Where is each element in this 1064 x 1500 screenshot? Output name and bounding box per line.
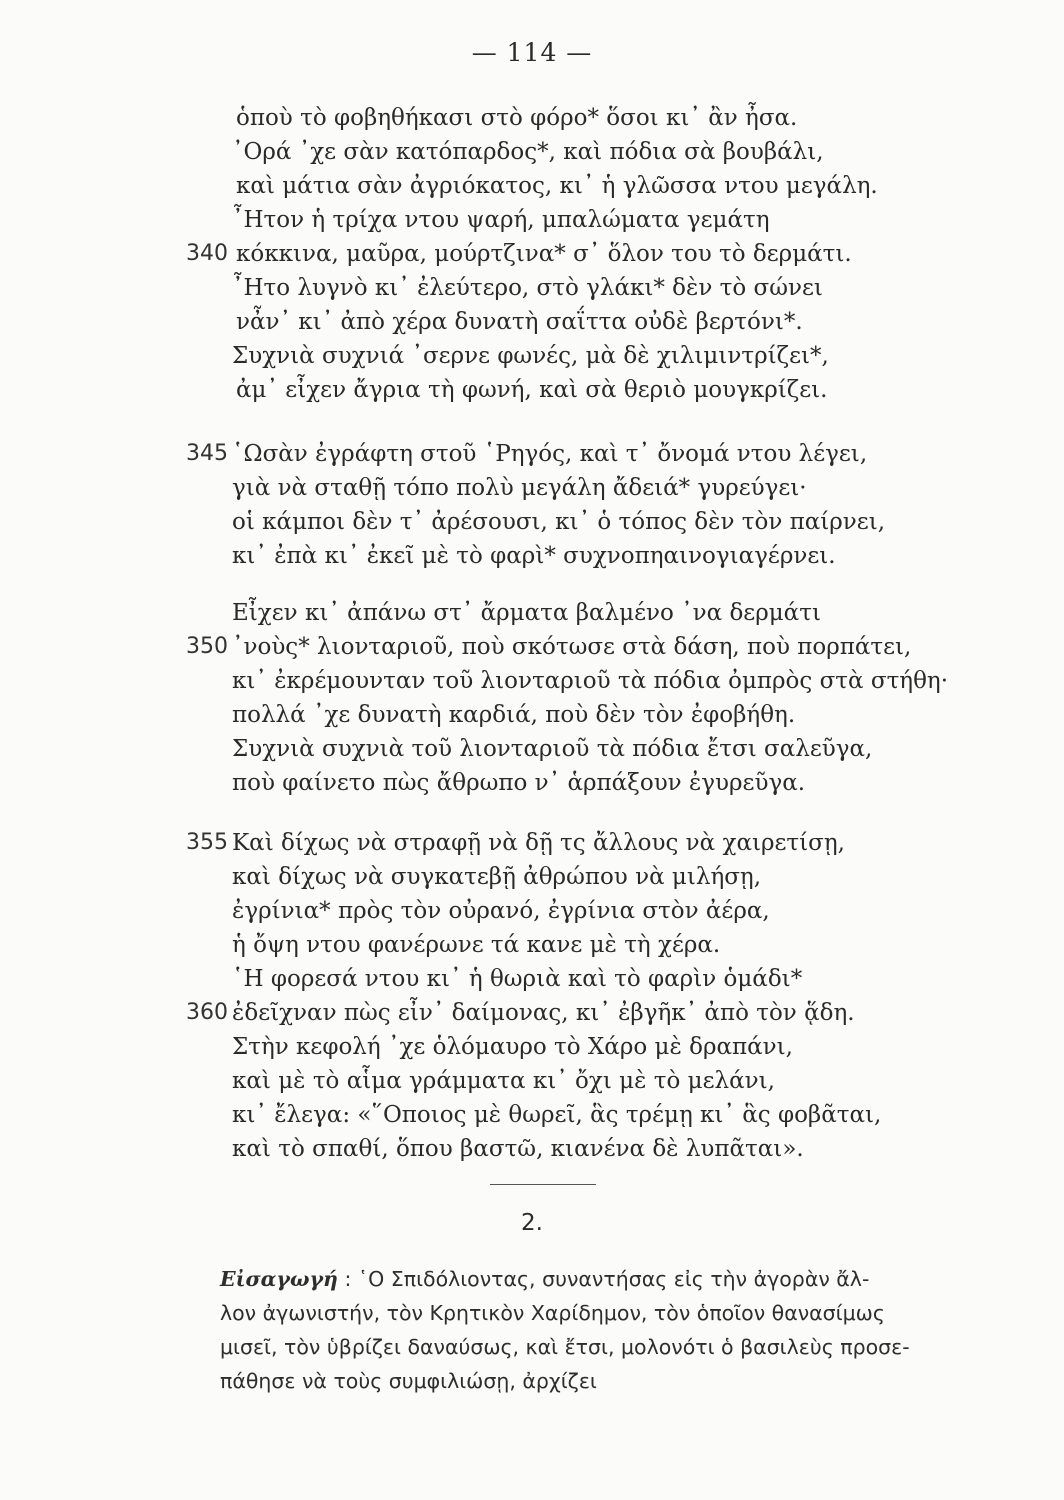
verse-text: κι᾽ ἔλεγα: «῞Οποιος μὲ θωρεῖ, ἃς τρέμῃ κι᾽ ἃς φοβᾶται, [232,1102,882,1128]
verse-line [0,664,1064,698]
verse-text: Εἶχεν κι᾽ ἀπάνω στ᾽ ἄρματα βαλμένο ᾽να δερμάτι [232,600,821,626]
verse-line [0,437,1064,471]
verse-text: ῾Ωσὰν ἐγράφτη στοῦ ῾Ρηγός, καὶ τ᾽ ὄνομά ντου λέγει, [232,441,868,467]
line-number: 350 [186,634,228,659]
verse-text: καὶ τὸ σπαθί, ὅπου βαστῶ, κιανένα δὲ λυπᾶται». [232,1136,804,1162]
verse-text: ῏Ητον ἡ τρίχα ντου ψαρή, μπαλώματα γεμάτη [232,207,770,233]
verse-line [0,373,1064,407]
verse-text: ἐδεῖχναν πὼς εἶν᾽ δαίμονας, κι᾽ ἐβγῆκ᾽ ἀπὸ τὸν ᾅδη. [232,1000,855,1026]
verse-line [0,596,1064,630]
verse-line [0,766,1064,800]
stanza-1 [0,101,1064,407]
verse-text: καὶ δίχως νὰ συγκατεβῇ ἀθρώπου νὰ μιλήσῃ, [232,864,762,890]
verse-text: καὶ μάτια σὰν ἀγριόκατος, κι᾽ ἡ γλῶσσα ντου μεγάλη. [236,173,878,199]
verse-line [0,169,1064,203]
section-divider [490,1184,596,1185]
verse-line [0,101,1064,135]
introduction-paragraph [220,1262,968,1398]
verse-text: Καὶ δίχως νὰ στραφῇ νὰ δῇ τς ἄλλους νὰ χαιρετίσῃ, [232,830,845,856]
verse-text: καὶ μὲ τὸ αἷμα γράμματα κι᾽ ὄχι μὲ τὸ μελάνι, [232,1068,775,1094]
verse-text: νἆν᾽ κι᾽ ἀπὸ χέρα δυνατὴ σαΐττα οὐδὲ βερτόνι*. [236,309,803,335]
verse-text: ἐγρίνια* πρὸς τὸν οὐρανό, ἐγρίνια στὸν ἀέρα, [232,898,770,924]
line-number: 340 [186,241,228,266]
intro-line: πάθησε νὰ τοὺς συμφιλιώσῃ, ἀρχίζει [220,1369,597,1393]
verse-text: Στὴν κεφολή ᾽χε ὁλόμαυρο τὸ Χάρο μὲ δραπάνι, [232,1034,793,1060]
verse-text: ᾽Ορά ᾽χε σὰν κατόπαρδος*, καὶ πόδια σὰ βουβάλι, [232,139,824,165]
verse-text: πολλά ᾽χε δυνατὴ καρδιά, ποὺ δὲν τὸν ἐφοβήθη. [232,702,796,728]
stanza-3 [0,596,1064,800]
verse-line [0,630,1064,664]
intro-line: μισεῖ, τὸν ὑβρίζει δαναύσως, καὶ ἔτσι, μολονότι ὁ βασιλεὺς προσε- [220,1335,910,1359]
verse-text: ῏Ητο λυγνὸ κι᾽ ἐλεύτερο, στὸ γλάκι* δὲν τὸ σώνει [232,275,823,301]
verse-text: κι᾽ ἐκρέμουνταν τοῦ λιονταριοῦ τὰ πόδια ὀμπρὸς στὰ στήθη· [232,668,949,694]
verse-text: Συχνιὰ συχνιά ᾽σερνε φωνές, μὰ δὲ χιλιμιντρίζει*, [232,343,829,369]
verse-line [0,996,1064,1030]
line-number: 360 [186,1000,228,1025]
verse-text: Συχνιὰ συχνιὰ τοῦ λιονταριοῦ τὰ πόδια ἔτσι σαλεῦγα, [232,736,873,762]
verse-line [0,928,1064,962]
verse-line [0,1064,1064,1098]
verse-line [0,860,1064,894]
verse-line [0,1030,1064,1064]
section-number: 2. [521,1210,543,1236]
verse-line [0,271,1064,305]
stanza-2 [0,437,1064,573]
verse-line [0,732,1064,766]
verse-line [0,698,1064,732]
verse-line [0,1098,1064,1132]
verse-text: γιὰ νὰ σταθῇ τόπο πολὺ μεγάλη ἄδειά* γυρεύγει· [232,475,807,501]
line-number: 345 [186,441,228,466]
verse-text: ᾽νοὺς* λιονταριοῦ, ποὺ σκότωσε στὰ δάση, ποὺ πορπάτει, [232,634,912,660]
verse-line [0,237,1064,271]
verse-text: ποὺ φαίνετο πὼς ἄθρωπο ν᾽ ἁρπάξουν ἐγυρεῦγα. [232,770,806,796]
intro-label: Εἰσαγωγή [220,1267,338,1291]
verse-line [0,894,1064,928]
verse-text: κι᾽ ἐπὰ κι᾽ ἐκεῖ μὲ τὸ φαρὶ* συχνοπηαινογιαγέρνει. [232,543,836,569]
verse-line [0,962,1064,996]
verse-text: ὁποὺ τὸ φοβηθήκασι στὸ φόρο* ὅσοι κι᾽ ἂν ἦσα. [236,105,798,131]
intro-text: : ῾Ο Σπιδόλιοντας, συναντήσας εἰς τὴν ἀγορὰν ἄλ- [344,1267,870,1291]
intro-line: λον ἀγωνιστήν, τὸν Κρητικὸν Χαρίδημον, τὸν ὁποῖον θανασίμως [220,1301,885,1325]
stanza-4 [0,826,1064,1166]
verse-line [0,505,1064,539]
verse-line [0,471,1064,505]
verse-text: κόκκινα, μαῦρα, μούρτζινα* σ᾽ ὅλον του τὸ δερμάτι. [236,241,852,267]
verse-line [0,1132,1064,1166]
page-number: — 114 — [471,38,593,67]
verse-text: ῾Η φορεσά ντου κι᾽ ἡ θωριὰ καὶ τὸ φαρὶν ὁμάδι* [232,966,803,992]
verse-text: ἡ ὄψη ντου φανέρωνε τά κανε μὲ τὴ χέρα. [232,932,721,958]
verse-line [0,305,1064,339]
verse-line [0,539,1064,573]
verse-text: ἀμ᾽ εἶχεν ἄγρια τὴ φωνή, καὶ σὰ θεριὸ μουγκρίζει. [236,377,828,403]
verse-line [0,826,1064,860]
intro-line [220,1262,968,1296]
verse-line [0,339,1064,373]
verse-line [0,203,1064,237]
verse-text: οἱ κάμποι δὲν τ᾽ ἀρέσουσι, κι᾽ ὁ τόπος δὲν τὸν παίρνει, [232,509,886,535]
line-number: 355 [186,830,228,855]
verse-line [0,135,1064,169]
